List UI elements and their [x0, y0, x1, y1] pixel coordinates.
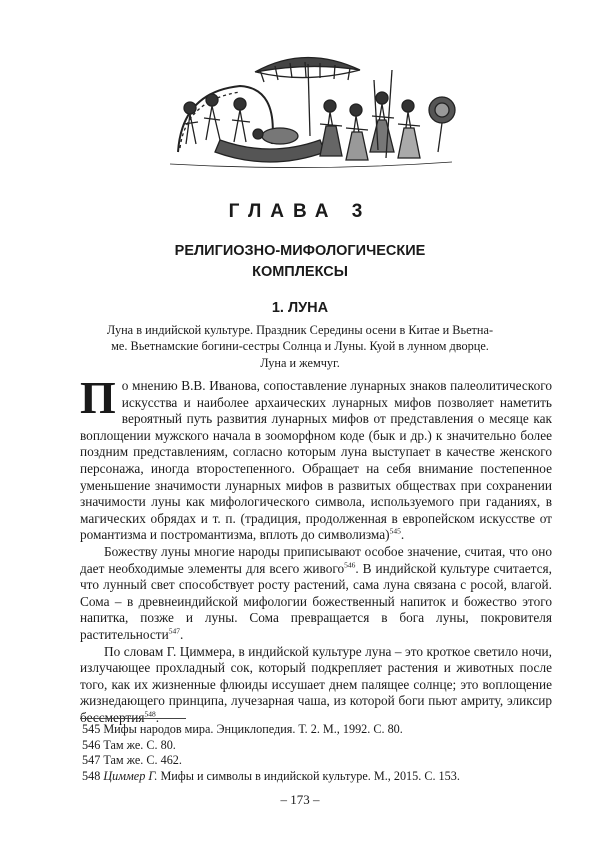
- footnote-545: 545 Мифы народов мира. Энциклопедия. Т. 2. М., 1992. С. 80.: [82, 722, 403, 736]
- paragraph-text: По словам Г. Циммера, в индийской культуре луна – это кроткое светило ночи, излучающее прохладный сок, который подкрепляет растения и животных после того, как их жизненные флюиды иссушает днем палящее солнце; это воплощение жизнедающего принципа, лучезарная чаша, из которой боги пьют амриту, эликсир бессмертия: [80, 643, 552, 725]
- page-number: – 173 –: [280, 792, 320, 807]
- paragraph-1: По мнению В.В. Иванова, сопоставление лунарных знаков палеолитического искусства и наиболее архаических лунарных мифов позволяет наметить вероятный путь развития лунарных мифов от представления о месяце как воплощении мужского начала в зооморфном коде (бык и др.) к значительно более поздним представлениям, согласно которым луна выступает в качестве женского персонажа, иногда второстепенного. Обращает на себя внимание постепенное уменьшение значимости лунарных мифов в развитых обществах при сохранении значимости луны как мифологического символа, используемого при гаданиях, в магических обрядах и т. п. (традиция, продолженная в европейском искусстве от романтизма и постромантизма, вплоть до символизма)$^{545}$.: [80, 372, 552, 543]
- subsection-title: 1. ЛУНА: [271, 300, 329, 316]
- abstract-line: ме. Вьетнамские богини-сестры Солнца и Луны. Куой в лунном дворце.: [111, 339, 489, 354]
- paragraph-2: Божеству луны многие народы приписывают особое значение, считая, что оно дает необходимые элементы для всего живого$^{546}$. В индийской культуре считается, что лунный свет способствует росту растений, сама луна связана с росой, влагой. Сома – в древнеиндийской мифологии божественный напиток и божество этого напитка, позже и луны. Сома превращается в бога луны, покровителя растительности$^{547}$.: [80, 543, 552, 642]
- footnote-author: Циммер Г.: [103, 768, 158, 783]
- footnote-ref[interactable]: 545: [389, 526, 401, 536]
- footnote-ref[interactable]: 548: [144, 709, 156, 719]
- procession-illustration: [160, 40, 460, 188]
- footnote-547: 547 Там же. С. 462.: [82, 753, 182, 768]
- section-title-line1: РЕЛИГИОЗНО-МИФОЛОГИЧЕСКИЕ: [174, 243, 426, 259]
- chapter-abstract: [82, 322, 518, 371]
- body-text: [80, 372, 552, 726]
- paragraph-3: По словам Г. Циммера, в индийской культуре луна – это кроткое светило ночи, излучающее прохладный сок, который подкрепляет растения и животных после того, как их жизненные флюиды иссушает днем палящее солнце; это воплощение жизнедающего принципа, лучезарная чаша, из которой боги пьют амриту, эликсир бессмертия$^{548}$.: [80, 643, 552, 725]
- footnote-ref[interactable]: 546: [344, 560, 356, 570]
- abstract-line: Луна в индийской культуре. Праздник Середины осени в Китае и Вьетна-: [106, 323, 494, 337]
- footnote-548: 548 Циммер Г. Мифы и символы в индийской культуре. М., 2015. С. 153.: [82, 768, 460, 783]
- footnote-divider: [80, 718, 186, 719]
- footnote-ref[interactable]: 547: [168, 626, 180, 636]
- footnote-546: 546 Там же. С. 80.: [82, 737, 176, 752]
- paragraph-text: . В индийской культуре считается, что лунный свет способствует росту растений, сама луна связана с росой, влагой. Сома – в древнеиндийской мифологии божественный напиток и божество этого напитка, позже и луны. Сома превращается в бога луны, покровителя растительности: [80, 560, 552, 642]
- footnotes: [82, 722, 552, 784]
- chapter-heading: ГЛАВА 3: [228, 201, 372, 222]
- procession-illustration-icon: [160, 40, 460, 188]
- abstract-line: Луна и жемчуг.: [260, 355, 340, 370]
- section-title-line2: КОМПЛЕКСЫ: [252, 264, 348, 280]
- drop-cap: П: [80, 372, 116, 423]
- paragraph-text: Божеству луны многие народы приписывают особое значение, считая, что оно дает необходимые элементы для всего живого: [80, 543, 552, 576]
- paragraph-text: о мнению В.В. Иванова, сопоставление лунарных знаков палеолитического искусства и наиболее архаических лунарных мифов позволяет наметить вероятный путь развития лунарных мифов от представления о месяце как воплощении мужского начала в зооморфном коде (бык и др.) к значительно более поздним представлениям, согласно которым луна выступает в качестве женского персонажа, иногда второстепенного. Обращает на себя внимание постепенное уменьшение значимости лунарных мифов в развитых обществах при сохранении значимости луны как мифологического символа, используемого при гаданиях, в магических обрядах и т. п. (традиция, продолженная в европейском искусстве от романтизма и постромантизма, вплоть до символизма): [80, 378, 552, 543]
